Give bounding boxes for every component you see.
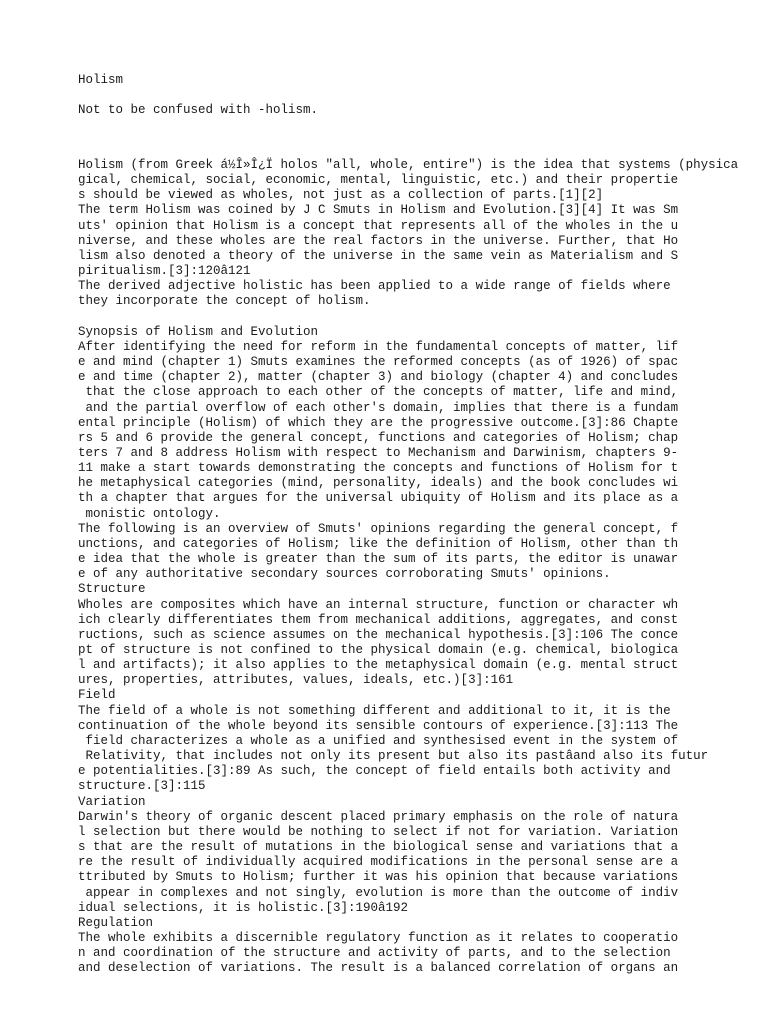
text-line: Field	[78, 688, 116, 703]
text-line: e potentialities.[3]:89 As such, the concept of field entails both activity and	[78, 764, 671, 779]
text-line: ich clearly differentiates them from mechanical additions, aggregates, and const	[78, 612, 679, 627]
text-line: Darwin's theory of organic descent placed primary emphasis on the role of natura	[78, 809, 679, 824]
text-line: ures, properties, attributes, values, ideals, etc.)[3]:161	[78, 673, 514, 688]
text-line: The following is an overview of Smuts' opinions regarding the general concept, f	[78, 521, 679, 536]
text-line: rs 5 and 6 provide the general concept, functions and categories of Holism; chap	[78, 430, 679, 445]
text-line: e and mind (chapter 1) Smuts examines the reformed concepts (as of 1926) of spac	[78, 355, 679, 370]
text-line: lism also denoted a theory of the universe in the same vein as Materialism and S	[78, 248, 679, 263]
text-line: Synopsis of Holism and Evolution	[78, 324, 319, 339]
text-line: ttributed by Smuts to Holism; further it was his opinion that because variations	[78, 870, 679, 885]
text-line: Variation	[78, 794, 146, 809]
text-line: The whole exhibits a discernible regulatory function as it relates to cooperatio	[78, 930, 679, 945]
text-line: s should be viewed as wholes, not just as a collection of parts.[1][2]	[78, 188, 604, 203]
text-line: Wholes are composites which have an internal structure, function or character wh	[78, 597, 679, 612]
text-line: th a chapter that argues for the universal ubiquity of Holism and its place as a	[78, 491, 679, 506]
text-line: n and coordination of the structure and activity of parts, and to the selection	[78, 946, 671, 961]
document-title: Holism	[78, 73, 124, 87]
text-line: that the close approach to each other of the concepts of matter, life and mind,	[78, 385, 679, 400]
text-line: he metaphysical categories (mind, personality, ideals) and the book concludes wi	[78, 476, 679, 491]
text-line: they incorporate the concept of holism.	[78, 294, 371, 309]
text-line: l and artifacts); it also applies to the metaphysical domain (e.g. mental struct	[78, 658, 679, 673]
text-line: e and time (chapter 2), matter (chapter 3) and biology (chapter 4) and concludes	[78, 370, 679, 385]
text-line: The derived adjective holistic has been applied to a wide range of fields where	[78, 279, 671, 294]
text-line: e idea that the whole is greater than the sum of its parts, the editor is unawar	[78, 552, 679, 567]
text-line: s that are the result of mutations in the biological sense and variations that a	[78, 840, 679, 855]
text-line: Structure	[78, 582, 146, 597]
text-line: ructions, such as science assumes on the mechanical hypothesis.[3]:106 The conce	[78, 627, 679, 642]
text-line: e of any authoritative secondary sources corroborating Smuts' opinions.	[78, 567, 611, 582]
text-line: continuation of the whole beyond its sensible contours of experience.[3]:113 The	[78, 718, 679, 733]
text-line: Regulation	[78, 915, 154, 930]
text-line: unctions, and categories of Holism; like the definition of Holism, other than th	[78, 536, 679, 551]
text-line: 11 make a start towards demonstrating the concepts and functions of Holism for t	[78, 461, 679, 476]
text-line: Holism (from Greek á½Î»Î¿Ï holos "all, whole, entire") is the idea that systems (physica	[78, 158, 739, 172]
text-line: Relativity, that includes not only its present but also its pastâand also its futur	[78, 749, 709, 764]
text-line: pt of structure is not confined to the physical domain (e.g. chemical, biologica	[78, 643, 679, 657]
text-line: l selection but there would be nothing to select if not for variation. Variation	[78, 824, 679, 839]
text-line: gical, chemical, social, economic, mental, linguistic, etc.) and their propertie	[78, 173, 679, 188]
disambiguation-note: Not to be confused with -holism.	[78, 103, 319, 117]
text-line: and deselection of variations. The result is a balanced correlation of organs an	[78, 961, 679, 976]
text-line: and the partial overflow of each other's domain, implies that there is a fundam	[78, 400, 679, 415]
text-line: structure.[3]:115	[78, 779, 206, 794]
text-line: field characterizes a whole as a unified and synthesised event in the system of	[78, 733, 679, 748]
text-line: uts' opinion that Holism is a concept that represents all of the wholes in the u	[78, 218, 679, 233]
text-line: monistic ontology.	[78, 506, 221, 521]
text-line: The field of a whole is not something different and additional to it, it is the	[78, 703, 671, 718]
text-line: The term Holism was coined by J C Smuts in Holism and Evolution.[3][4] It was Sm	[78, 203, 679, 218]
text-line: ters 7 and 8 address Holism with respect to Mechanism and Darwinism, chapters 9-	[78, 445, 679, 460]
text-line: idual selections, it is holistic.[3]:190â192	[78, 900, 409, 915]
text-line	[78, 310, 738, 325]
document-body	[78, 158, 738, 976]
text-line: piritualism.[3]:120â121	[78, 264, 251, 279]
text-line: re the result of individually acquired modifications in the personal sense are a	[78, 855, 679, 870]
text-line: appear in complexes and not singly, evolution is more than the outcome of indiv	[78, 885, 679, 900]
text-line: niverse, and these wholes are the real factors in the universe. Further, that Ho	[78, 233, 679, 248]
text-line: ental principle (Holism) of which they are the progressive outcome.[3]:86 Chapte	[78, 415, 679, 430]
text-line: After identifying the need for reform in the fundamental concepts of matter, lif	[78, 339, 679, 354]
